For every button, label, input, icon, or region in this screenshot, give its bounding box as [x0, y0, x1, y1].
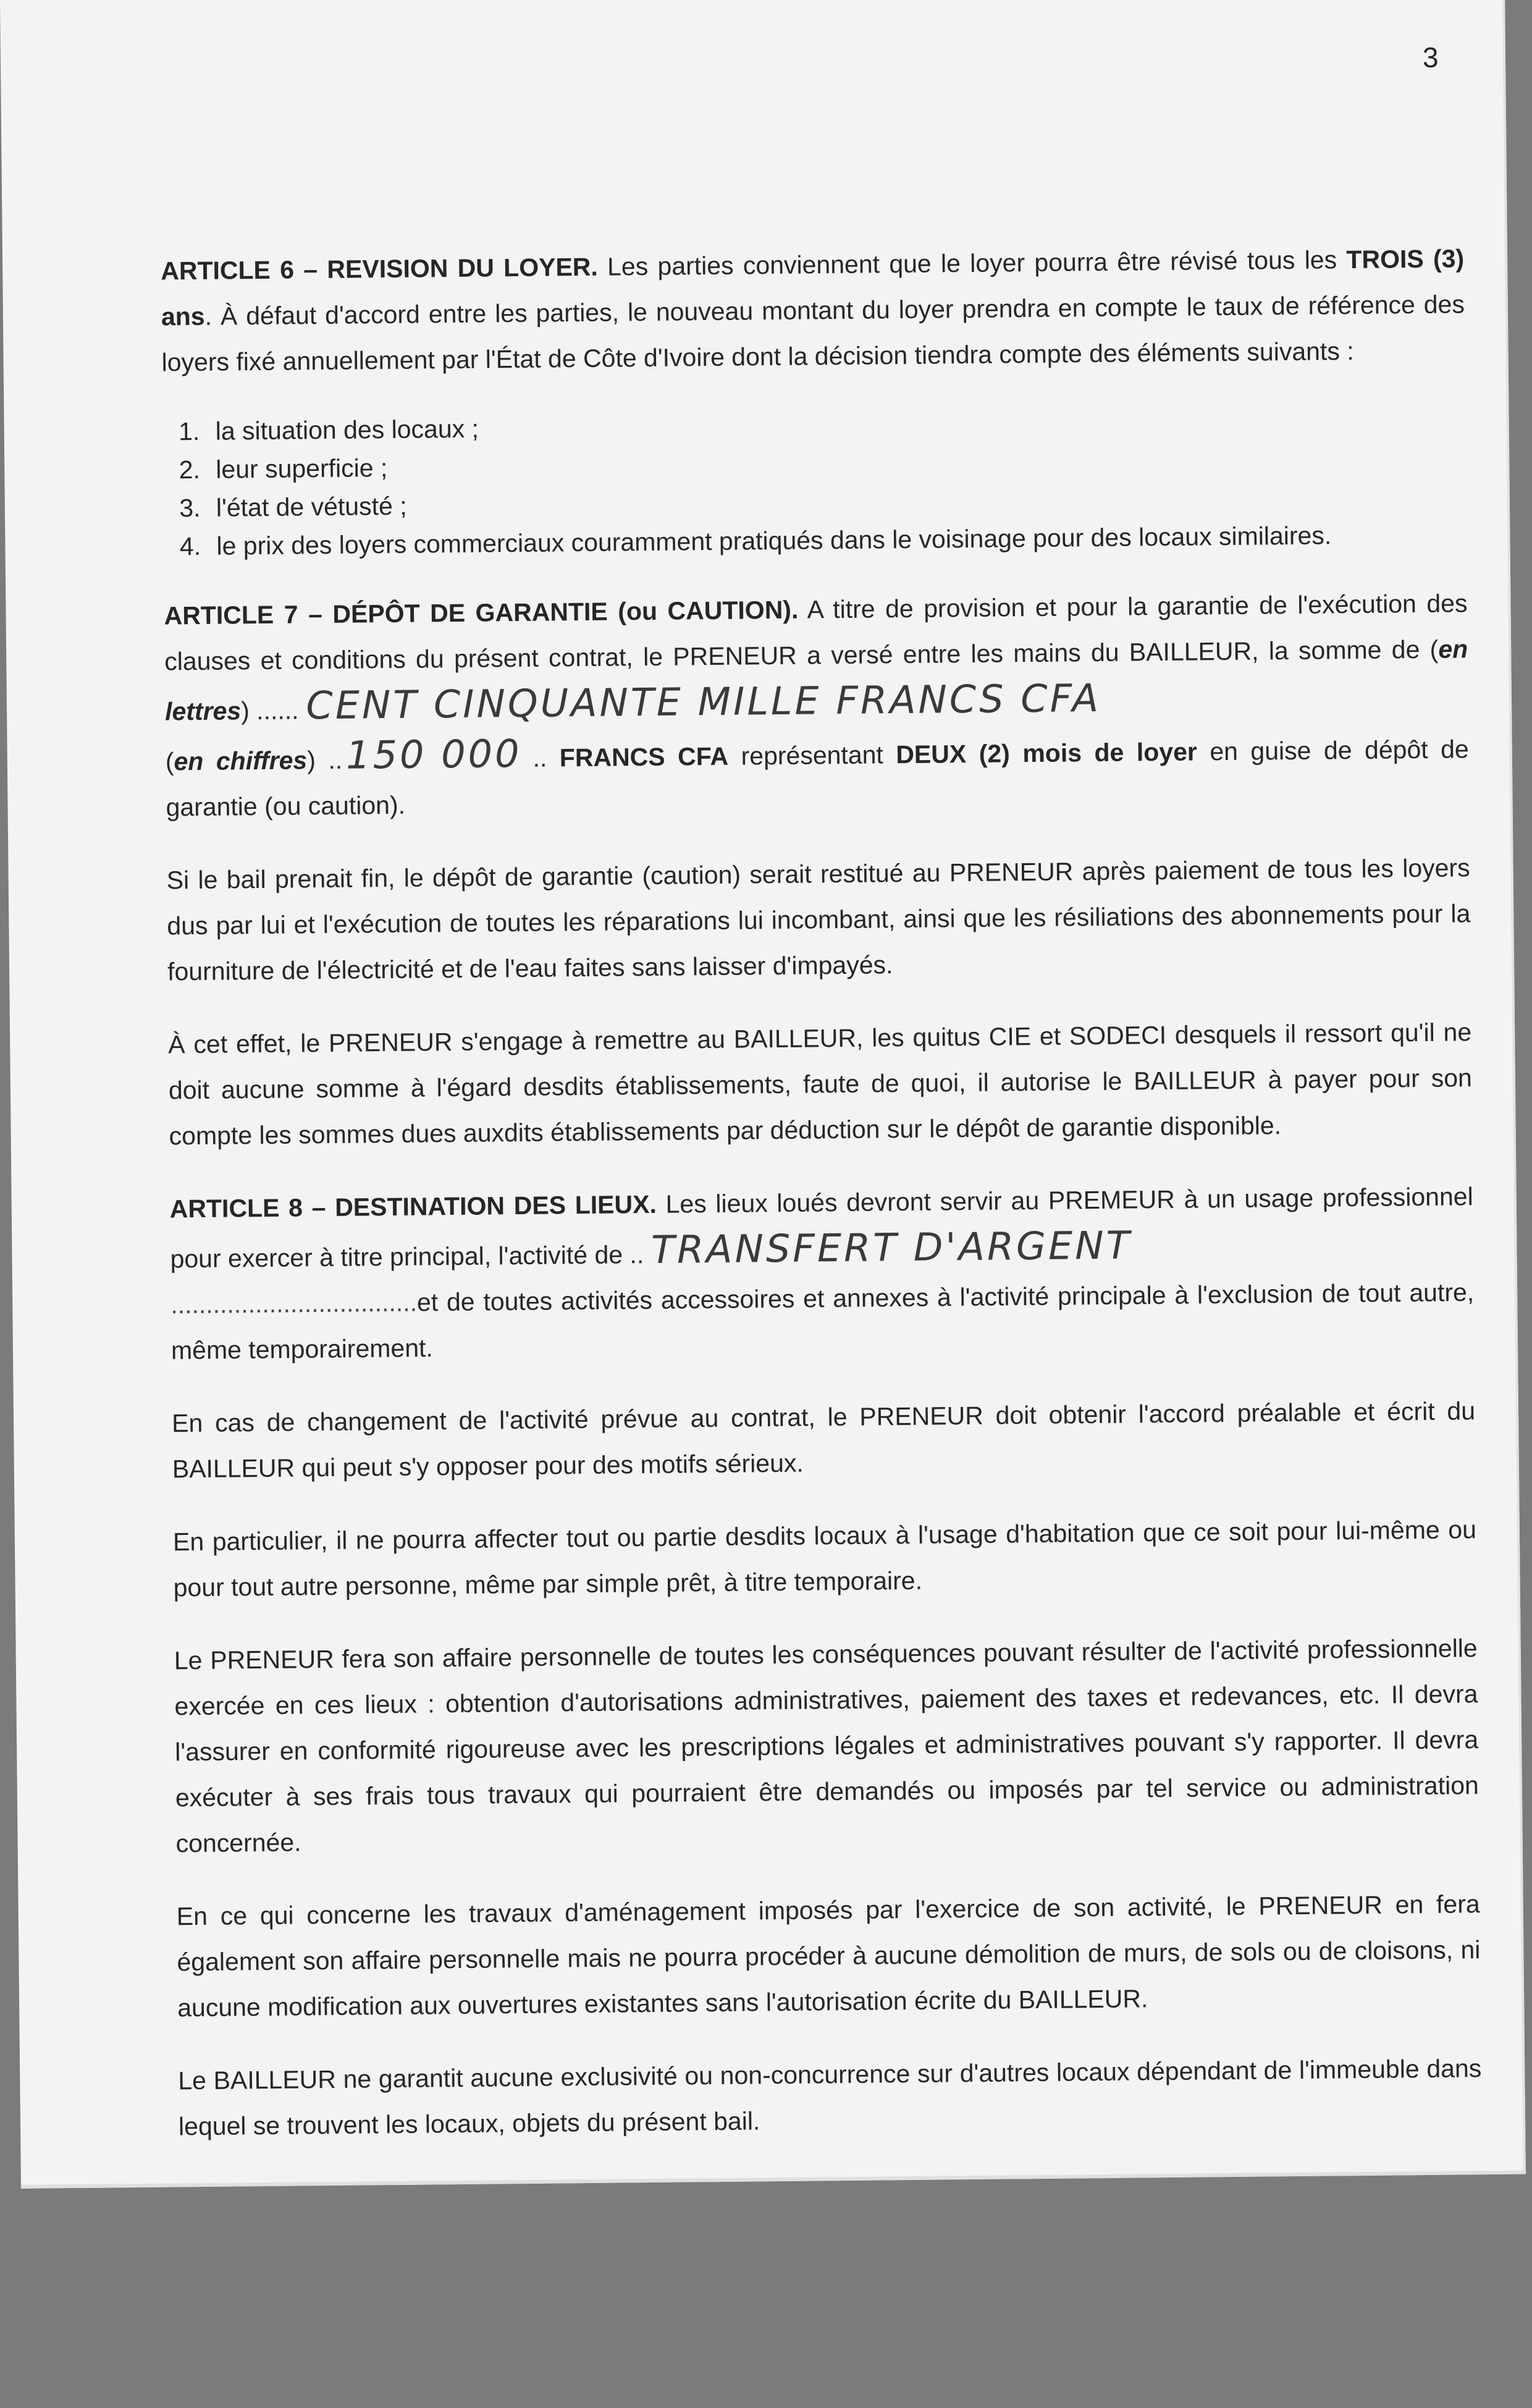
- currency-label: FRANCS CFA: [559, 741, 729, 772]
- document-body: [161, 235, 1483, 2176]
- label-en-chiffres: en chiffres: [174, 746, 308, 776]
- article-8-paragraph-4: Le PRENEUR fera son affaire personnelle de toutes les conséquences pouvant résulter de l'activité professionnelle exercée en ces lieux : obtention d'autorisations administratives, paiement des taxes et redevances, etc. Il devra l'assurer en conformité rigoureuse avec les prescriptions légales et administratives pouvant s'y rapporter. Il devra exécuter à ses frais tous travaux qui pourraient être demandés ou imposés par tel service ou administration concernée.: [174, 1634, 1479, 1858]
- article-7-text-f: représentant: [728, 740, 896, 771]
- page-number: 3: [1422, 41, 1439, 74]
- article-8-paragraph-2: En cas de changement de l'activité prévue au contrat, le PRENEUR doit obtenir l'accord préalable et écrit du BAILLEUR qui peut s'y opposer pour des motifs sérieux.: [171, 1396, 1476, 1484]
- article-7-heading: ARTICLE 7 – DÉPÔT DE GARANTIE (ou CAUTION).: [164, 595, 799, 630]
- deposit-months: DEUX (2) mois de loyer: [896, 737, 1198, 769]
- article-6-criteria-list: [162, 400, 1467, 565]
- article-7-text-e: ..: [532, 743, 560, 772]
- label-en-lettres: en lettres: [164, 635, 1468, 726]
- article-8-text-b: et de toutes activités accessoires et annexes à l'activité principale à l'exclusion de tout autre, même temporairement.: [170, 1278, 1475, 1365]
- article-6-text-a: Les parties conviennent que le loyer pourra être révisé tous les: [597, 245, 1347, 281]
- article-8-paragraph: [169, 1173, 1475, 1373]
- article-7-paragraph-3: À cet effet, le PRENEUR s'engage à remettre au BAILLEUR, les quitus CIE et SODECI desquels il ressort qu'il ne doit aucune somme à l'égard desdits établissements, faute de quoi, il autorise le BAILLEUR à payer pour son compte les sommes dues auxdits établissements par déduction sur le dépôt de garantie disponible.: [168, 1018, 1473, 1151]
- article-7-text-b: ) ......: [240, 696, 299, 725]
- handwritten-activity: TRANSFERT D'ARGENT: [650, 1222, 1132, 1272]
- article-7-text-a: A titre de provision et pour la garantie de l'exécution des clauses et conditions du présent contrat, le PRENEUR a versé entre les mains du BAILLEUR, la somme de (: [164, 589, 1468, 676]
- article-7-text-g: en guise de dépôt de garantie (ou caution).: [166, 735, 1469, 822]
- list-item: 1. la situation des locaux ;: [206, 400, 1466, 450]
- article-8-paragraph-5: En ce qui concerne les travaux d'aménagement imposés par l'exercice de son activité, le PRENEUR en fera également son affaire personnelle mais ne pourra procéder à aucune démolition de murs, de sols ou de cloisons, ni aucune modification aux ouvertures existantes sans l'autorisation écrite du BAILLEUR.: [176, 1890, 1481, 2022]
- article-6-heading: ARTICLE 6 – REVISION DU LOYER.: [161, 252, 599, 285]
- article-6-paragraph: [161, 235, 1465, 385]
- article-7-paragraph-2: Si le bail prenait fin, le dépôt de garantie (caution) serait restitué au PRENEUR après paiement de tous les loyers dus par lui et l'exécution de toutes les réparations lui incombant, ainsi que les résiliations des abonnements pour la fourniture de l'électricité et de l'eau faites sans laisser d'impayés.: [166, 853, 1471, 986]
- handwritten-amount-digits: 150 000: [345, 730, 522, 778]
- list-item: 4. le prix des loyers commerciaux couramment pratiqués dans le voisinage pour des locaux similaires.: [208, 515, 1467, 565]
- article-7-text-d: ) ..: [306, 745, 343, 775]
- article-7-text-c: (: [165, 747, 174, 776]
- list-item: 2. leur superficie ;: [207, 438, 1467, 489]
- handwritten-amount-words: CENT CINQUANTE MILLE FRANCS CFA: [306, 675, 1101, 729]
- article-6-text-b: . À défaut d'accord entre les parties, le nouveau montant du loyer prendra en compte le taux de référence des loyers fixé annuellement par l'État de Côte d'Ivoire dont la décision tiendra compte des éléments suivants :: [161, 290, 1465, 377]
- article-8-paragraph-6: Le BAILLEUR ne garantit aucune exclusivité ou non-concurrence sur d'autres locaux dépendant de l'immeuble dans lequel se trouvent les locaux, objets du présent bail.: [178, 2054, 1482, 2141]
- article-8-dots: ...................................: [170, 1288, 418, 1319]
- article-7-paragraph: [164, 580, 1470, 830]
- article-8-paragraph-3: En particulier, il ne pourra affecter tout ou partie desdits locaux à l'usage d'habitation que ce soit pour lui-même ou pour tout autre personne, même par simple prêt, à titre temporaire.: [172, 1515, 1477, 1602]
- article-8-text-a: Les lieux loués devront servir au PREMEUR à un usage professionnel pour exercer à titre principal, l'activité de ..: [170, 1182, 1473, 1274]
- article-8-heading: ARTICLE 8 – DESTINATION DES LIEUX.: [169, 1189, 657, 1223]
- article-6-period: TROIS (3) ans: [161, 244, 1465, 331]
- list-item: 3. l'état de vétusté ;: [208, 476, 1467, 527]
